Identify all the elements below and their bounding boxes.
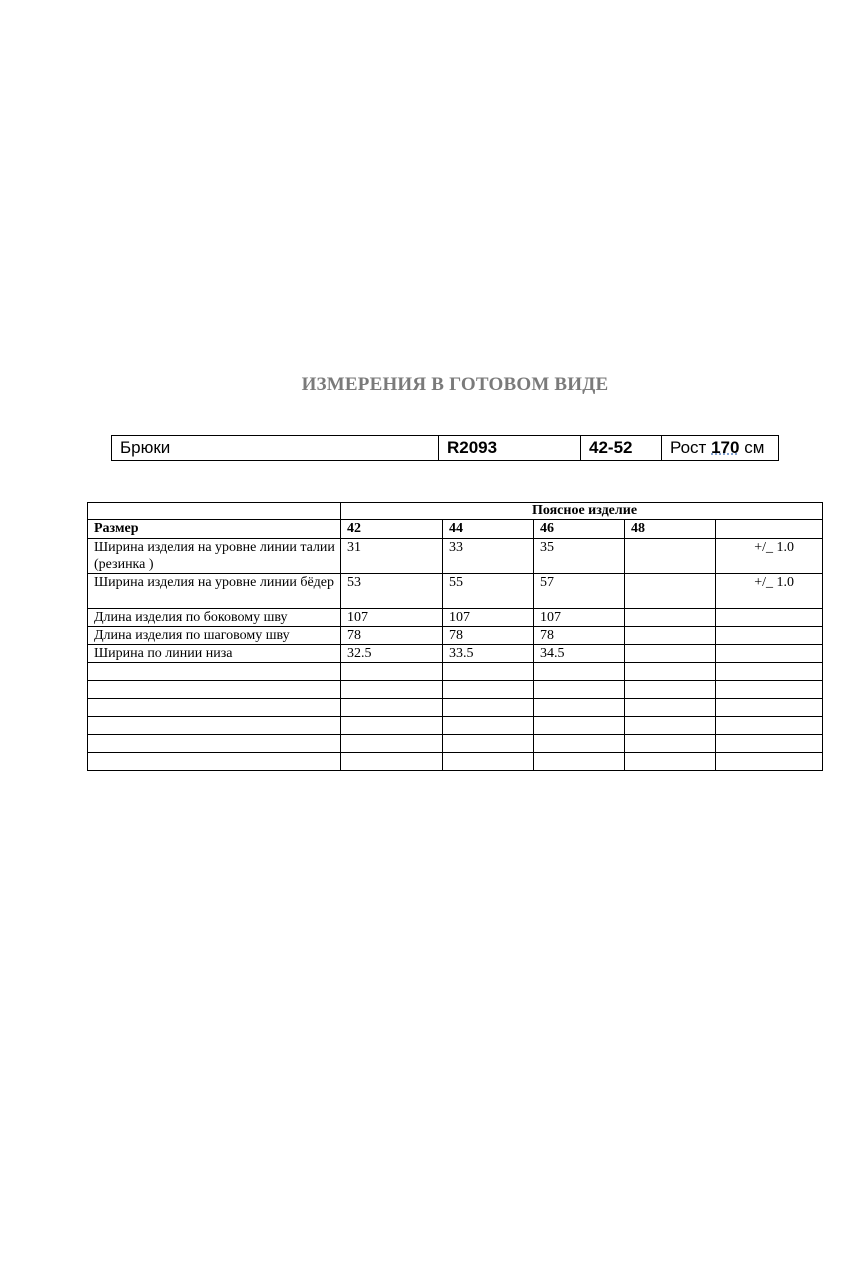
empty-cell: [88, 753, 341, 771]
row-value-44: 33: [443, 539, 534, 574]
empty-cell: [716, 717, 823, 735]
size-header-44: 44: [443, 520, 534, 539]
empty-cell: [625, 717, 716, 735]
size-header-extra: [716, 520, 823, 539]
row-value-42: 53: [341, 574, 443, 609]
table-row: [88, 609, 823, 627]
empty-cell: [534, 699, 625, 717]
empty-cell: [716, 681, 823, 699]
empty-row: [88, 753, 823, 771]
row-value-48: [625, 627, 716, 645]
row-value-48: [625, 645, 716, 663]
empty-cell: [625, 753, 716, 771]
row-label: Ширина по линии низа: [88, 645, 341, 663]
empty-cell: [534, 717, 625, 735]
row-value-46: 35: [534, 539, 625, 574]
group-header-row: [88, 503, 823, 520]
empty-cell: [534, 663, 625, 681]
row-tolerance: [716, 645, 823, 663]
empty-cell: [341, 699, 443, 717]
page-title: ИЗМЕРЕНИЯ В ГОТОВОМ ВИДЕ: [301, 374, 609, 395]
empty-row: [88, 717, 823, 735]
empty-cell: [625, 735, 716, 753]
empty-cell: [341, 681, 443, 699]
empty-cell: [443, 663, 534, 681]
table-row: [88, 645, 823, 663]
empty-cell: [443, 753, 534, 771]
row-tolerance: +/_ 1.0: [716, 539, 823, 574]
empty-cell: [716, 753, 823, 771]
row-value-42: 78: [341, 627, 443, 645]
height-unit: см: [744, 438, 765, 457]
size-header-row: [88, 520, 823, 539]
row-value-46: 78: [534, 627, 625, 645]
measurements-table: [87, 502, 823, 771]
row-value-44: 33.5: [443, 645, 534, 663]
empty-cell: [443, 699, 534, 717]
row-value-46: 107: [534, 609, 625, 627]
empty-cell: [716, 699, 823, 717]
empty-cell: [88, 717, 341, 735]
group-header-spacer: [88, 503, 341, 520]
empty-row: [88, 699, 823, 717]
row-value-42: 107: [341, 609, 443, 627]
product-size-range: 42-52: [581, 436, 662, 461]
empty-cell: [716, 663, 823, 681]
empty-cell: [88, 699, 341, 717]
empty-cell: [625, 681, 716, 699]
row-tolerance: +/_ 1.0: [716, 574, 823, 609]
empty-cell: [443, 681, 534, 699]
empty-cell: [443, 717, 534, 735]
row-label: Ширина изделия на уровне линии талии (резинка ): [88, 539, 341, 574]
empty-cell: [716, 735, 823, 753]
row-label: Длина изделия по боковому шву: [88, 609, 341, 627]
group-header-label: Поясное изделие: [341, 503, 823, 520]
product-header-row: [112, 436, 779, 461]
row-label: Длина изделия по шаговому шву: [88, 627, 341, 645]
empty-cell: [341, 717, 443, 735]
row-value-48: [625, 609, 716, 627]
table-row: [88, 574, 823, 609]
empty-cell: [341, 753, 443, 771]
row-label: Ширина изделия на уровне линии бёдер: [88, 574, 341, 609]
row-value-42: 31: [341, 539, 443, 574]
empty-cell: [534, 753, 625, 771]
row-value-48: [625, 539, 716, 574]
product-name: Брюки: [112, 436, 439, 461]
product-height: [662, 436, 779, 461]
product-article: R2093: [439, 436, 581, 461]
empty-cell: [341, 663, 443, 681]
row-value-46: 34.5: [534, 645, 625, 663]
row-value-46: 57: [534, 574, 625, 609]
empty-cell: [88, 681, 341, 699]
empty-cell: [534, 735, 625, 753]
row-value-44: 55: [443, 574, 534, 609]
empty-cell: [443, 735, 534, 753]
size-header-42: 42: [341, 520, 443, 539]
height-label: Рост: [670, 438, 707, 457]
empty-cell: [625, 699, 716, 717]
size-header-48: 48: [625, 520, 716, 539]
height-value: 170: [711, 438, 740, 457]
empty-cell: [341, 735, 443, 753]
empty-row: [88, 681, 823, 699]
table-row: [88, 539, 823, 574]
row-value-44: 107: [443, 609, 534, 627]
row-value-44: 78: [443, 627, 534, 645]
row-value-42: 32.5: [341, 645, 443, 663]
empty-cell: [534, 681, 625, 699]
table-row: [88, 627, 823, 645]
row-tolerance: [716, 609, 823, 627]
row-tolerance: [716, 627, 823, 645]
product-header-table: [111, 435, 779, 461]
empty-row: [88, 735, 823, 753]
size-header-label: Размер: [88, 520, 341, 539]
size-header-46: 46: [534, 520, 625, 539]
empty-cell: [88, 735, 341, 753]
empty-row: [88, 663, 823, 681]
empty-cell: [625, 663, 716, 681]
row-value-48: [625, 574, 716, 609]
empty-cell: [88, 663, 341, 681]
